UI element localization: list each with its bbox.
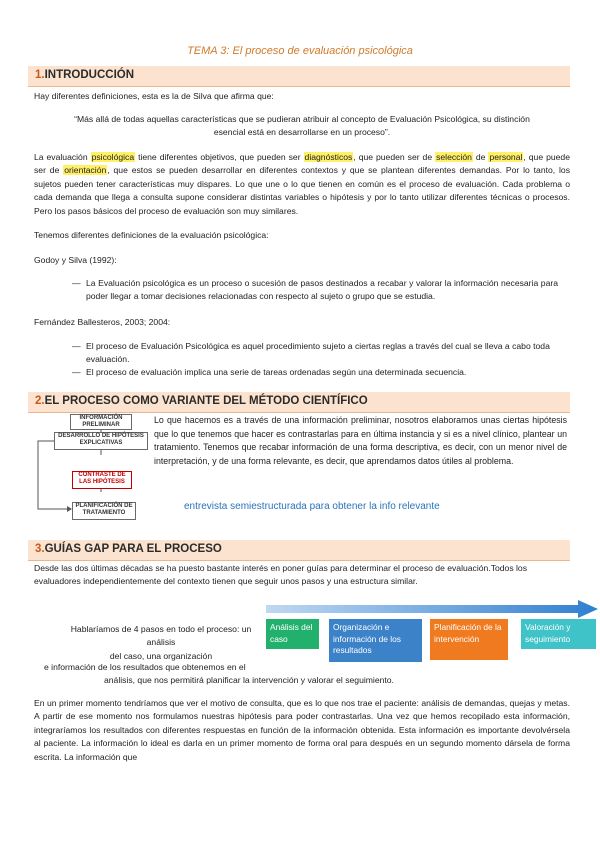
definitions-lead: Tenemos diferentes definiciones de la evaluación psicológica:	[34, 230, 269, 240]
definition-text: La Evaluación psicológica es un proceso o sucesión de pasos destinados a recabar y valorar la información necesaria para poder llegar a tomar decisiones relacionadas con respecto al sujeto o grupo que se estudia.	[86, 278, 558, 302]
section-label: GUÍAS GAP PARA EL PROCESO	[44, 543, 222, 555]
definition-1	[72, 277, 558, 304]
text-run: , que estos se pueden desarrollar en diferentes contextos y que se plantean diferentes demandas. Por lo tanto, los sujetos pueden tener características muy dispares. Lo que une o lo que tienen en común es el proceso de evaluación. Cada problema o cada demanda que llega a consulta supone considerar distintas variables o hipótesis y por lo tanto utilizar diferentes técnicas o procesos. Pero los pasos básicos del proceso de evaluación son muy similares.	[34, 165, 571, 216]
quote-line: esencial está en desarrollarse en un proceso”.	[213, 127, 391, 138]
dash-bullet: —	[72, 367, 81, 377]
gap-step-follow-up: Valoración y seguimiento	[521, 619, 596, 649]
document-title: TEMA 3: El proceso de evaluación psicológica	[187, 45, 413, 57]
section-label: EL PROCESO COMO VARIANTE DEL MÉTODO CIENTÍFICO	[44, 395, 368, 407]
dash-bullet: —	[72, 341, 81, 351]
flow-step-preliminary: INFORMACIÓN PRELIMINAR	[70, 414, 132, 430]
highlight: orientación	[64, 165, 107, 176]
section-number: 3.	[35, 543, 45, 555]
section-label: INTRODUCCIÓN	[44, 69, 135, 81]
section-heading-method	[28, 392, 570, 413]
flow-step-hypotheses: DESARROLLO DE HIPÓTESIS EXPLICATIVAS	[54, 432, 148, 450]
gap-intro: Desde las dos últimas décadas se ha puesto bastante interés en poner guías para determinar el proceso de evaluación.Todos los evaluadores independientemente del contexto tienen que seguir unos pasos y una estructura similar.	[34, 563, 528, 587]
section-number: 1.	[35, 69, 45, 81]
definition-text: El proceso de Evaluación Psicológica es aquel procedimiento sujeto a ciertas reglas a través del cual se lleva a cabo toda evaluación.	[86, 341, 550, 365]
gap-step-analysis: Análisis del caso	[266, 619, 319, 649]
gap-left-text	[58, 623, 264, 663]
author-godoy-silva: Godoy y Silva (1992):	[34, 255, 117, 265]
section-heading-gap	[28, 540, 570, 561]
gap-closing-paragraph: En un primer momento tendríamos que ver el motivo de consulta, que es lo que nos trae el paciente: análisis de demandas, quejas y metas. A partir de ese momento nos formulamos nuestras hipótesis para poder contrastarlas. Una vez que hemos recopilado esta información, integraríamos los resultados con diferentes respuestas en función de la información obtenida. Esta información es importante devolvérsela al paciente. La información lo ideal es darla en un primer momento de forma oral para después en un segundo momento dársela de forma escrita. La información que	[34, 698, 570, 762]
highlight: selección	[436, 152, 472, 162]
text-run: , que puede ser de	[34, 152, 570, 176]
text-line: Hablaríamos de 4 pasos en todo el proceso: un análisis	[70, 624, 252, 648]
definition-3	[72, 366, 558, 379]
highlight: personal	[489, 152, 523, 162]
gap-below-text-2: análisis, que nos permitirá planificar la intervención y valorar el seguimiento.	[104, 675, 394, 685]
flow-step-treatment: PLANIFICACIÓN DE TRATAMIENTO	[72, 502, 136, 520]
author-fernandez: Fernández Ballesteros, 2003; 2004:	[34, 317, 171, 327]
flow-step-contrast: CONTRASTE DE LAS HIPÓTESIS	[72, 471, 132, 489]
section-number: 2.	[35, 395, 45, 407]
text-run: tiene diferentes objetivos, que pueden ser	[135, 152, 304, 162]
dash-bullet: —	[72, 278, 81, 288]
intro-paragraph	[34, 151, 570, 218]
text-line: del caso, una organización	[109, 650, 213, 661]
highlight: diagnósticos	[304, 152, 353, 162]
gap-step-planning: Planificación de la intervención	[430, 619, 508, 660]
text-run: La evaluación	[34, 152, 91, 162]
highlight: psicológica	[91, 152, 135, 162]
intro-lead: Hay diferentes definiciones, esta es la de Silva que afirma que:	[34, 91, 274, 101]
quote-line: “Más allá de todas aquellas características que se pudieran atribuir al concepto de Evaluación Psicológica, su distinción	[74, 114, 530, 124]
method-flow-diagram	[34, 414, 164, 526]
gap-step-organization: Organización e información de los resultados	[329, 619, 422, 662]
gap-process-arrow	[266, 600, 600, 620]
silva-quote	[34, 113, 570, 140]
text-run: de	[472, 152, 489, 162]
section-heading-intro	[28, 66, 570, 87]
definition-text: El proceso de evaluación implica una serie de tareas ordenadas según una determinada secuencia.	[86, 367, 467, 377]
definition-2	[72, 340, 558, 367]
text-run: , que pueden ser de	[353, 152, 436, 162]
method-paragraph: Lo que hacemos es a través de una información preliminar, nosotros elaboramos unas ciertas hipótesis que lo que tenemos que hacer es contrastarlas para en última instancia y si es a nivel clínico, plantear un tratamiento. Tenemos que recabar información de una forma descriptiva, es decir, con un menor nivel de interpretación, y de una forma relevante, es decir, que aprendamos datos útiles al problema.	[154, 415, 567, 466]
gap-below-text-1: e información de los resultados que obtenemos en el	[44, 662, 246, 672]
method-note: entrevista semiestructurada para obtener la info relevante	[184, 501, 440, 512]
